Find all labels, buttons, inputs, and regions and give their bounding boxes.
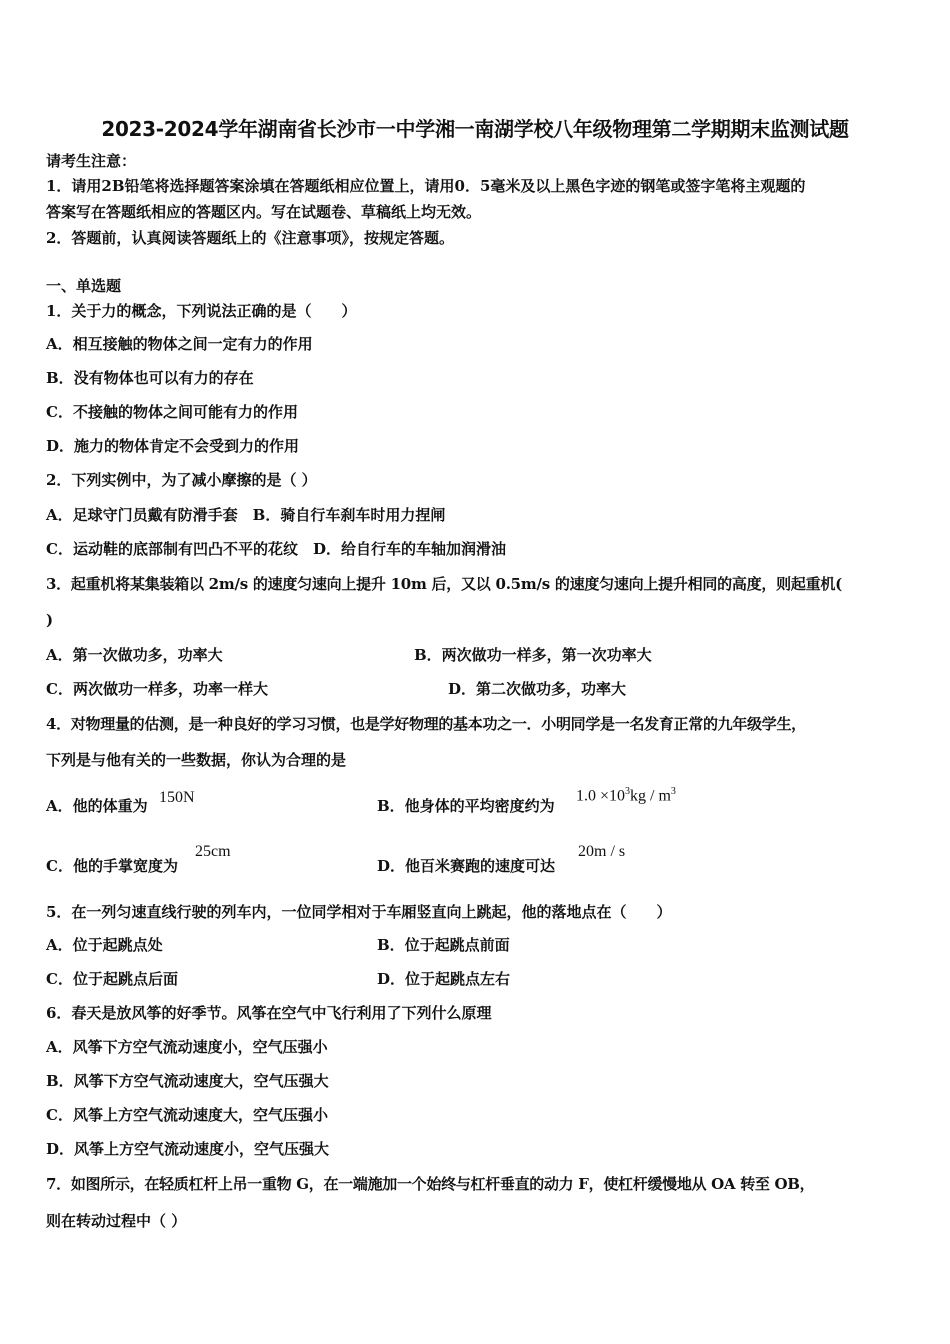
- q4-stem-2: 下列是与他有关的一些数据，你认为合理的是: [46, 751, 347, 769]
- q3-option-a: A．第一次做功多，功率大: [46, 646, 223, 664]
- q2-options-cd: C．运动鞋的底部制有凹凸不平的花纹 D．给自行车的车轴加润滑油: [46, 540, 506, 558]
- q5-option-c: C．位于起跳点后面: [46, 970, 178, 988]
- q5-stem: 5．在一列匀速直线行驶的列车内，一位同学相对于车厢竖直向上跳起，他的落地点在（ ）: [46, 903, 672, 921]
- notice-heading: 请考生注意：: [46, 152, 137, 170]
- q4-option-b-value: $1.0 \times 10^3kg / m^3$: [576, 786, 676, 805]
- q1-stem: 1．关于力的概念，下列说法正确的是（ ）: [46, 302, 357, 320]
- q1-option-c: C．不接触的物体之间可能有力的作用: [46, 403, 298, 421]
- q4-option-a: A．他的体重为: [46, 797, 148, 815]
- q3-stem-end: ): [46, 611, 54, 629]
- q1-option-d: D．施力的物体肯定不会受到力的作用: [46, 437, 300, 455]
- q4-option-a-value: 150N: [159, 789, 195, 806]
- q2-options-ab: A．足球守门员戴有防滑手套 B．骑自行车刹车时用力捏闸: [46, 506, 446, 524]
- q5-option-a: A．位于起跳点处: [46, 936, 163, 954]
- section-heading: 一、单选题: [46, 277, 122, 295]
- notice-line-1b: 答案写在答题纸相应的答题区内。写在试题卷、草稿纸上均无效。: [46, 203, 482, 221]
- q4-option-d-value: 20m / s: [578, 843, 626, 860]
- q6-option-b: B．风筝下方空气流动速度大，空气压强大: [46, 1072, 329, 1090]
- q3-option-b: B．两次做功一样多，第一次功率大: [414, 646, 652, 664]
- q5-option-b: B．位于起跳点前面: [377, 936, 510, 954]
- q6-stem: 6．春天是放风筝的好季节。风筝在空气中飞行利用了下列什么原理: [46, 1004, 492, 1022]
- q3-stem: 3．起重机将某集装箱以 2m/s 的速度匀速向上提升 10m 后，又以 0.5m/s 的速度匀速向上提升相同的高度，则起重机(: [46, 575, 842, 593]
- q5-option-d: D．位于起跳点左右: [377, 970, 511, 988]
- q4-option-c: C．他的手掌宽度为: [46, 857, 178, 875]
- q2-stem: 2．下列实例中，为了减小摩擦的是（ ）: [46, 471, 317, 489]
- q3-option-d: D．第二次做功多，功率大: [448, 680, 627, 698]
- page-title: 2023-2024学年湖南省长沙市一中学湘一南湖学校八年级物理第二学期期末监测试题: [101, 117, 849, 141]
- notice-line-1: 1．请用2B铅笔将选择题答案涂填在答题纸相应位置上，请用0．5毫米及以上黑色字迹的钢笔或签字笔将主观题的: [46, 177, 806, 195]
- q6-option-a: A．风筝下方空气流动速度小，空气压强小: [46, 1038, 328, 1056]
- q6-option-d: D．风筝上方空气流动速度小，空气压强大: [46, 1140, 330, 1158]
- q1-option-a: A．相互接触的物体之间一定有力的作用: [46, 335, 313, 353]
- notice-line-2: 2．答题前，认真阅读答题纸上的《注意事项》，按规定答题。: [46, 229, 454, 247]
- q4-option-c-value: 25cm: [195, 843, 231, 860]
- q7-stem-2: 则在转动过程中（ ）: [46, 1212, 187, 1230]
- q7-stem: 7．如图所示，在轻质杠杆上吊一重物 G，在一端施加一个始终与杠杆垂直的动力 F，使杠杆缓慢地从 OA 转至 OB，: [46, 1175, 815, 1193]
- q4-stem: 4．对物理量的估测，是一种良好的学习习惯，也是学好物理的基本功之一．小明同学是一名发育正常的九年级学生，: [46, 715, 806, 733]
- q1-option-b: B．没有物体也可以有力的存在: [46, 369, 254, 387]
- q6-option-c: C．风筝上方空气流动速度大，空气压强小: [46, 1106, 328, 1124]
- q3-option-c: C．两次做功一样多，功率一样大: [46, 680, 268, 698]
- q4-option-b: B．他身体的平均密度约为: [377, 797, 555, 815]
- q4-option-d: D．他百米赛跑的速度可达: [377, 857, 556, 875]
